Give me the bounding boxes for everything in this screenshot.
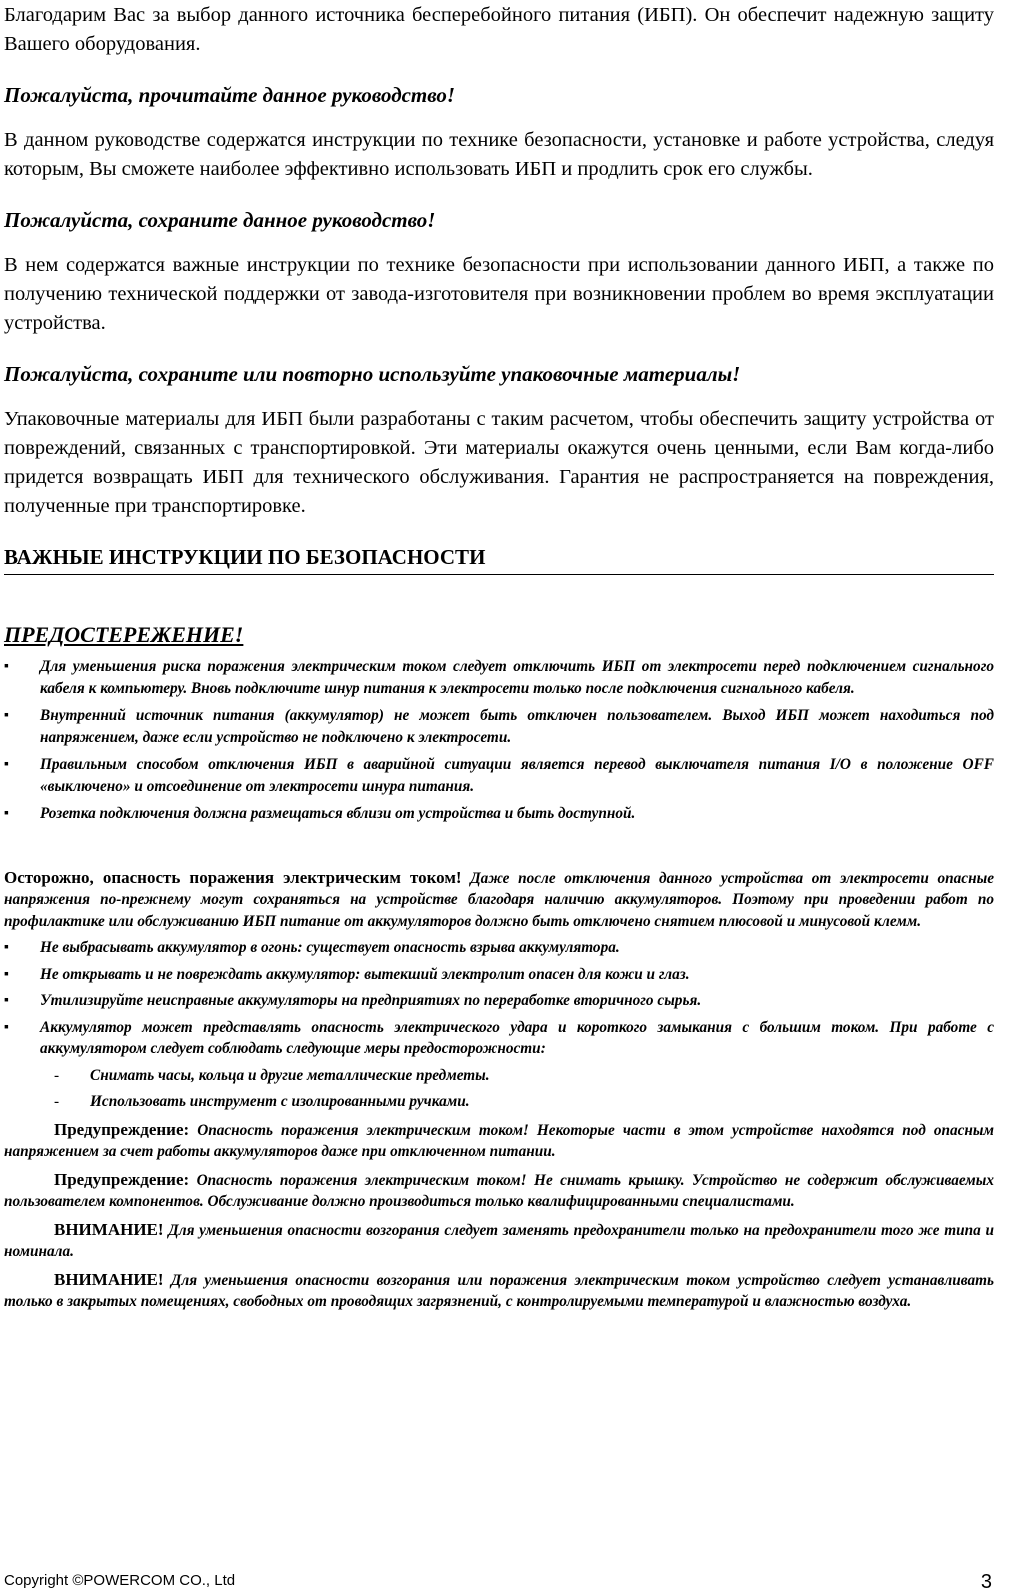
page-number: 3 (980, 1571, 992, 1593)
battery-item: ▪ Не открывать и не повреждать аккумулятор: вытекший электролит опасен для кожи и глаз. (4, 964, 994, 986)
section-title-safety: ВАЖНЫЕ ИНСТРУКЦИИ ПО БЕЗОПАСНОСТИ (4, 543, 994, 575)
paragraph-packaging: Упаковочные материалы для ИБП были разработаны с таким расчетом, чтобы обеспечить защиту устройства от повреждений, связанных с транспортировкой. Эти материалы окажутся очень ценными, если Вам когда-либо придется возвращать ИБП для технического обслуживания. Гарантия не распространяется на повреждения, полученные при транспортировке. (4, 408, 994, 517)
heading-keep-manual: Пожалуйста, сохраните данное руководство! (4, 208, 436, 232)
precaution-item: - Использовать инструмент с изолированными ручками. (4, 1091, 994, 1113)
note-lead: ВНИМАНИЕ! (54, 1219, 164, 1239)
heading-read-manual: Пожалуйста, прочитайте данное руководство! (4, 83, 456, 107)
note-attention-1 (4, 1219, 994, 1263)
warning-item: ▪ Розетка подключения должна размещаться вблизи от устройства и быть доступной. (4, 803, 994, 825)
manual-page (4, 0, 994, 1313)
battery-list (4, 937, 994, 1060)
note-text: Для уменьшения опасности возгорания следует заменять предохранители только на предохранители того же типа и номинала. (4, 1221, 994, 1260)
precaution-sublist (4, 1065, 994, 1113)
note-lead: Предупреждение: (54, 1119, 190, 1139)
note-lead: ВНИМАНИЕ! (54, 1269, 164, 1289)
note-lead: Предупреждение: (54, 1169, 190, 1189)
note-attention-2 (4, 1269, 994, 1313)
warning-list (4, 656, 994, 825)
note-text: Для уменьшения опасности возгорания или поражения электрическим током устройство следует устанавливать только в закрытых помещениях, свободных от проводящих загрязнений, с контролируемыми температурой и влажностью воздуха. (4, 1271, 994, 1310)
caution-paragraph (4, 867, 994, 933)
paragraph-manual-contents: В данном руководстве содержатся инструкции по технике безопасности, установке и работе устройства, следуя которым, Вы сможете наиболее эффективно использовать ИБП и продлить срок его службы. (4, 129, 994, 180)
note-warning-2 (4, 1169, 994, 1213)
footer-copyright: Copyright ©POWERCOM CO., Ltd (4, 1572, 236, 1589)
battery-item: ▪ Аккумулятор может представлять опасность электрического удара и короткого замыкания с большим током. При работе с аккумулятором следует соблюдать следующие меры предосторожности: (4, 1017, 994, 1060)
battery-item: ▪ Утилизируйте неисправные аккумуляторы на предприятиях по переработке вторичного сырья. (4, 990, 994, 1012)
battery-item: ▪ Не выбрасывать аккумулятор в огонь: существует опасность взрыва аккумулятора. (4, 937, 994, 959)
warning-item: ▪ Внутренний источник питания (аккумулятор) не может быть отключен пользователем. Выход ИБП может находиться под напряжением, даже если устройство не подключено к электросети. (4, 705, 994, 748)
note-text: Опасность поражения электрическим током! Некоторые части в этом устройстве находятся под опасным напряжением за счет работы аккумуляторов даже при отключенном питании. (4, 1121, 994, 1160)
caution-lead: Осторожно, опасность поражения электрическим током! (4, 867, 462, 887)
paragraph-safety-support: В нем содержатся важные инструкции по технике безопасности при использовании данного ИБП, а также по получению технической поддержки от завода-изготовителя при возникновении проблем во время эксплуатации устройства. (4, 254, 994, 334)
note-text: Опасность поражения электрическим током! Не снимать крышку. Устройство не содержит обслуживаемых пользователем компонентов. Обслуживание должно производиться только квалифицированными специалистами. (4, 1171, 994, 1210)
note-warning-1 (4, 1119, 994, 1163)
warning-item: ▪ Для уменьшения риска поражения электрическим током следует отключить ИБП от электросети перед подключением сигнального кабеля к компьютеру. Вновь подключите шнур питания к электросети только после подключения сигнального кабеля. (4, 656, 994, 699)
caution-text: Даже после отключения данного устройства от электросети опасные напряжения по-прежнему могут сохраняться на устройстве благодаря наличию аккумуляторов. Поэтому при проведении работ по профилактике или обслуживанию ИБП питание от аккумуляторов должно быть отключено снятием плюсовой и минусовой клемм. (4, 869, 994, 930)
warning-title: ПРЕДОСТЕРЕЖЕНИЕ! (4, 622, 244, 647)
warning-item: ▪ Правильным способом отключения ИБП в аварийной ситуации является перевод выключателя питания I/O в положение OFF «выключено» и отсоединение от электросети шнура питания. (4, 754, 994, 797)
heading-packaging: Пожалуйста, сохраните или повторно используйте упаковочные материалы! (4, 362, 741, 386)
precaution-item: - Снимать часы, кольца и другие металлические предметы. (4, 1065, 994, 1087)
intro-paragraph-thanks: Благодарим Вас за выбор данного источника бесперебойного питания (ИБП). Он обеспечит надежную защиту Вашего оборудования. (4, 4, 994, 55)
